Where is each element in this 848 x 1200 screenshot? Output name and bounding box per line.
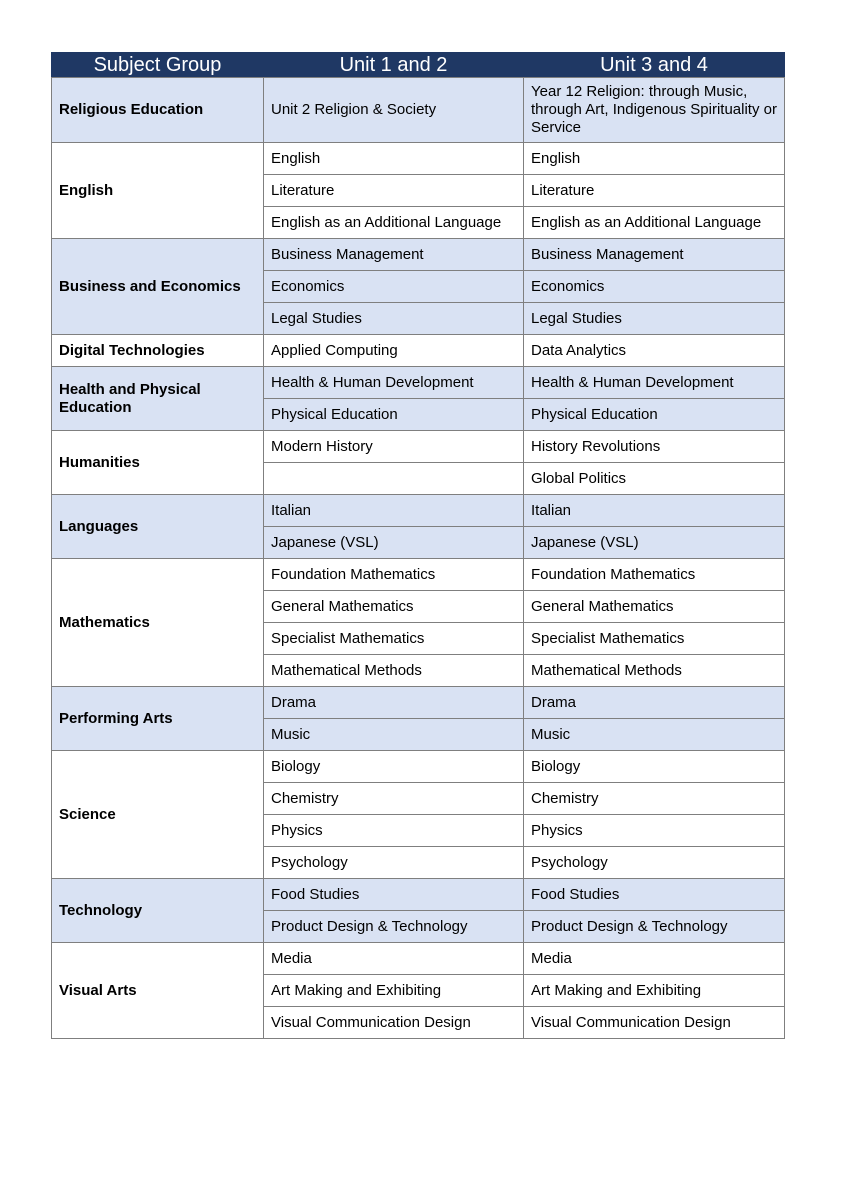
table-row xyxy=(52,78,785,143)
subjects-table xyxy=(51,52,785,1039)
subject-group-cell: Business and Economics xyxy=(52,239,264,335)
subject-group-cell: Mathematics xyxy=(52,559,264,687)
subject-group-cell: Performing Arts xyxy=(52,687,264,751)
unit-3-4-cell: Health & Human Development xyxy=(524,367,785,399)
table-row xyxy=(52,559,785,591)
unit-3-4-cell: Specialist Mathematics xyxy=(524,623,785,655)
unit-3-4-cell: Business Management xyxy=(524,239,785,271)
unit-1-2-cell: Physics xyxy=(264,815,524,847)
unit-3-4-cell: Art Making and Exhibiting xyxy=(524,975,785,1007)
unit-1-2-cell xyxy=(264,463,524,495)
unit-3-4-cell: General Mathematics xyxy=(524,591,785,623)
unit-3-4-cell: Visual Communication Design xyxy=(524,1007,785,1039)
unit-1-2-cell: Physical Education xyxy=(264,399,524,431)
table-body xyxy=(52,78,785,1039)
subject-group-cell: Visual Arts xyxy=(52,943,264,1039)
unit-1-2-cell: Applied Computing xyxy=(264,335,524,367)
unit-1-2-cell: Legal Studies xyxy=(264,303,524,335)
unit-1-2-cell: Mathematical Methods xyxy=(264,655,524,687)
unit-1-2-cell: Japanese (VSL) xyxy=(264,527,524,559)
unit-3-4-cell: Chemistry xyxy=(524,783,785,815)
unit-1-2-cell: Art Making and Exhibiting xyxy=(264,975,524,1007)
unit-1-2-cell: Product Design & Technology xyxy=(264,911,524,943)
unit-3-4-cell: Year 12 Religion: through Music, through Art, Indigenous Spirituality or Service xyxy=(524,78,785,143)
header-unit-3-4: Unit 3 and 4 xyxy=(524,53,785,78)
unit-1-2-cell: Biology xyxy=(264,751,524,783)
table-row xyxy=(52,239,785,271)
unit-3-4-cell: Legal Studies xyxy=(524,303,785,335)
header-subject-group: Subject Group xyxy=(52,53,264,78)
header-unit-1-2: Unit 1 and 2 xyxy=(264,53,524,78)
subject-group-cell: English xyxy=(52,143,264,239)
unit-1-2-cell: Chemistry xyxy=(264,783,524,815)
unit-1-2-cell: English xyxy=(264,143,524,175)
subject-group-cell: Technology xyxy=(52,879,264,943)
unit-1-2-cell: English as an Additional Language xyxy=(264,207,524,239)
header-row xyxy=(52,53,785,78)
unit-3-4-cell: Biology xyxy=(524,751,785,783)
unit-1-2-cell: Drama xyxy=(264,687,524,719)
unit-1-2-cell: Psychology xyxy=(264,847,524,879)
table-row xyxy=(52,751,785,783)
unit-1-2-cell: Foundation Mathematics xyxy=(264,559,524,591)
unit-1-2-cell: Literature xyxy=(264,175,524,207)
table-row xyxy=(52,335,785,367)
subject-group-cell: Languages xyxy=(52,495,264,559)
unit-3-4-cell: History Revolutions xyxy=(524,431,785,463)
unit-1-2-cell: Media xyxy=(264,943,524,975)
table-row xyxy=(52,943,785,975)
unit-1-2-cell: Visual Communication Design xyxy=(264,1007,524,1039)
unit-3-4-cell: Literature xyxy=(524,175,785,207)
unit-1-2-cell: Business Management xyxy=(264,239,524,271)
table-row xyxy=(52,431,785,463)
unit-3-4-cell: Drama xyxy=(524,687,785,719)
unit-3-4-cell: Japanese (VSL) xyxy=(524,527,785,559)
unit-1-2-cell: General Mathematics xyxy=(264,591,524,623)
unit-3-4-cell: Economics xyxy=(524,271,785,303)
unit-3-4-cell: Music xyxy=(524,719,785,751)
unit-3-4-cell: Mathematical Methods xyxy=(524,655,785,687)
unit-3-4-cell: Product Design & Technology xyxy=(524,911,785,943)
subject-group-cell: Health and Physical Education xyxy=(52,367,264,431)
unit-3-4-cell: Food Studies xyxy=(524,879,785,911)
unit-1-2-cell: Unit 2 Religion & Society xyxy=(264,78,524,143)
subject-group-cell: Digital Technologies xyxy=(52,335,264,367)
unit-3-4-cell: Physics xyxy=(524,815,785,847)
unit-3-4-cell: English xyxy=(524,143,785,175)
unit-1-2-cell: Music xyxy=(264,719,524,751)
table-row xyxy=(52,495,785,527)
unit-3-4-cell: English as an Additional Language xyxy=(524,207,785,239)
unit-1-2-cell: Italian xyxy=(264,495,524,527)
unit-1-2-cell: Food Studies xyxy=(264,879,524,911)
table-row xyxy=(52,143,785,175)
unit-1-2-cell: Economics xyxy=(264,271,524,303)
subject-group-cell: Humanities xyxy=(52,431,264,495)
unit-3-4-cell: Global Politics xyxy=(524,463,785,495)
unit-3-4-cell: Media xyxy=(524,943,785,975)
unit-3-4-cell: Foundation Mathematics xyxy=(524,559,785,591)
subject-group-cell: Religious Education xyxy=(52,78,264,143)
unit-3-4-cell: Physical Education xyxy=(524,399,785,431)
unit-1-2-cell: Health & Human Development xyxy=(264,367,524,399)
table-row xyxy=(52,687,785,719)
table-row xyxy=(52,367,785,399)
unit-1-2-cell: Modern History xyxy=(264,431,524,463)
unit-3-4-cell: Italian xyxy=(524,495,785,527)
unit-3-4-cell: Psychology xyxy=(524,847,785,879)
unit-3-4-cell: Data Analytics xyxy=(524,335,785,367)
table-row xyxy=(52,879,785,911)
subject-group-cell: Science xyxy=(52,751,264,879)
unit-1-2-cell: Specialist Mathematics xyxy=(264,623,524,655)
